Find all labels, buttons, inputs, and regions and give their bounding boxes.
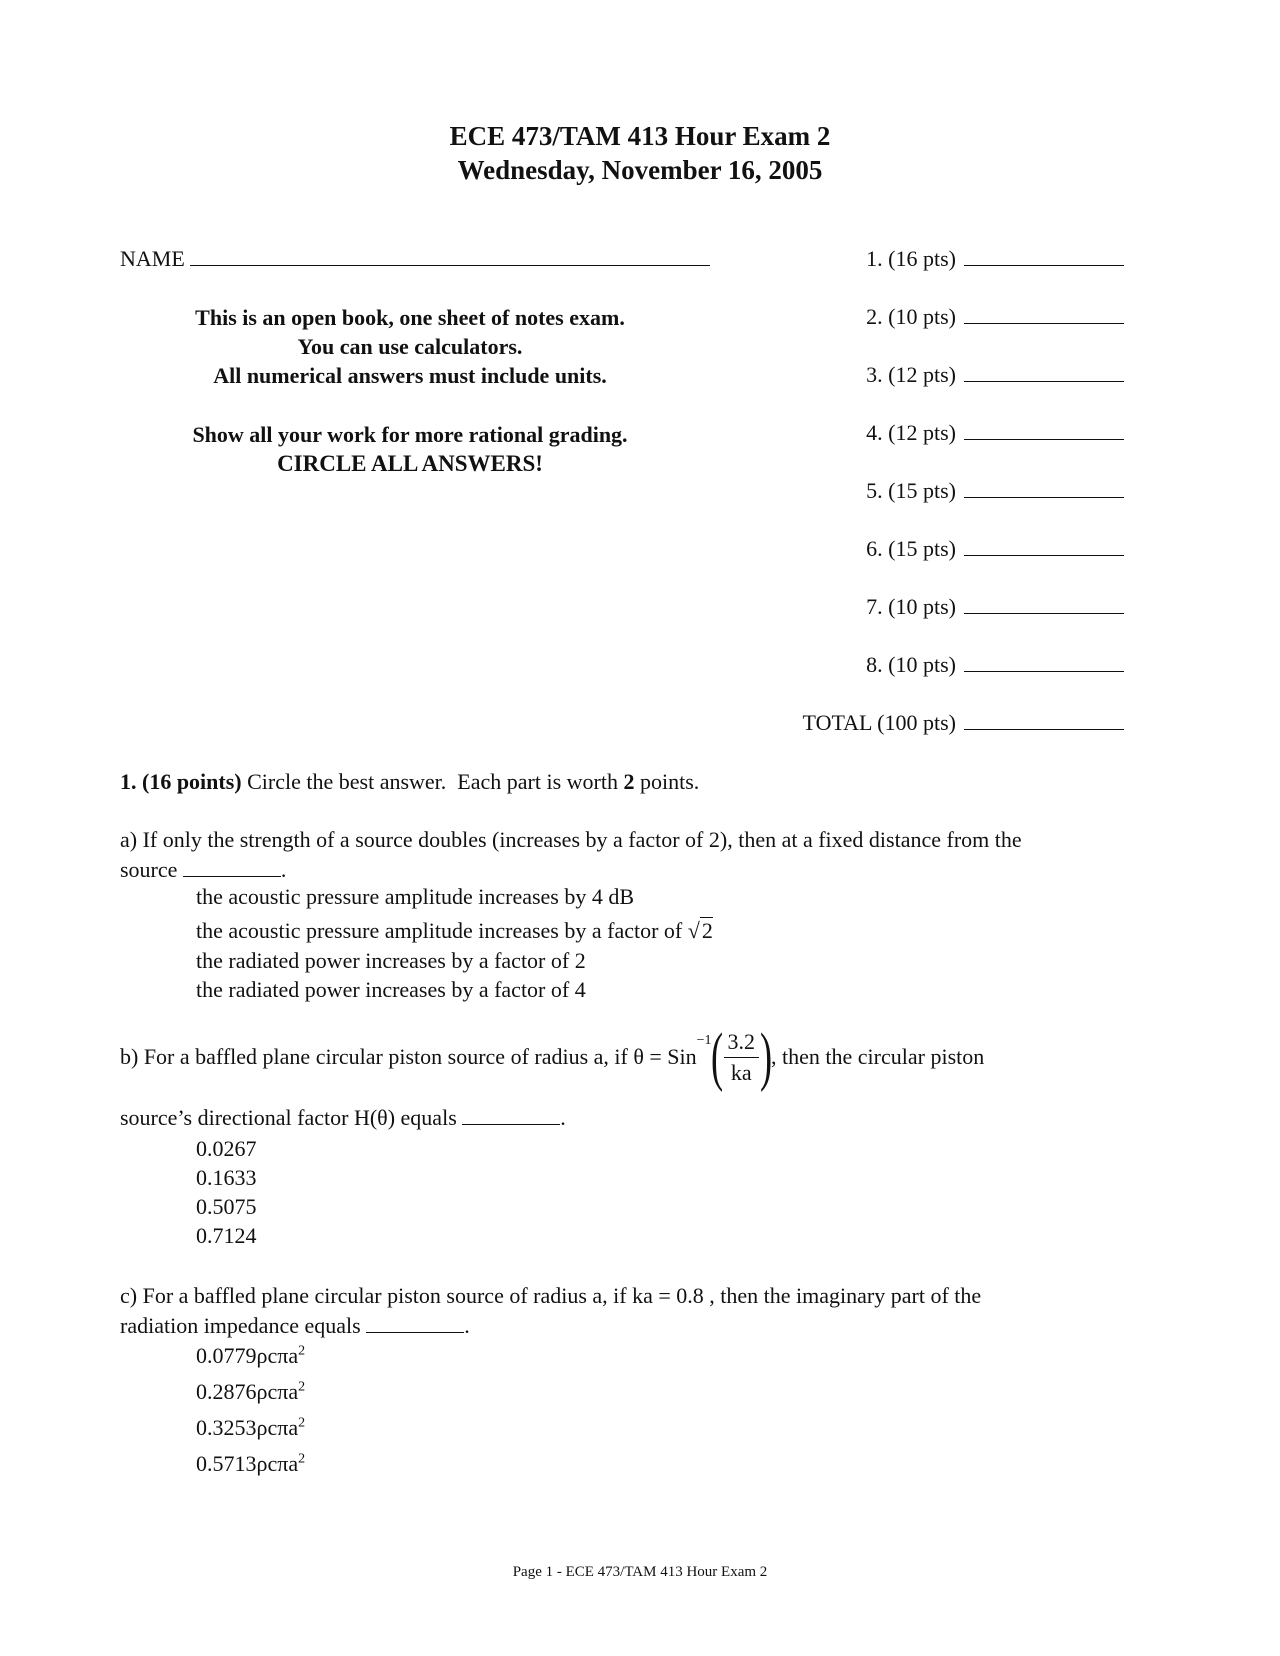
score-label: TOTAL (100 pts) [802, 710, 956, 735]
exam-title: ECE 473/TAM 413 Hour Exam 2 [449, 121, 831, 151]
option-1b-3[interactable]: 0.5075 [196, 1194, 257, 1219]
question-1c-text: c) For a baffled plane circular piston source of radius a, if ka = 0.8 , then the imaginary part of the [120, 1283, 982, 1308]
score-row-6 [866, 535, 1124, 562]
score-label: 8. (10 pts) [866, 652, 956, 677]
option-1c-4[interactable]: 0.5713ρcπa$^2$ [196, 1451, 306, 1476]
option-1a-4[interactable]: the radiated power increases by a factor of 4 [196, 977, 586, 1002]
score-field[interactable] [964, 651, 1124, 672]
score-field[interactable] [964, 245, 1124, 266]
score-row-4 [866, 419, 1124, 446]
score-label: 1. (16 pts) [866, 246, 956, 271]
score-field[interactable] [964, 709, 1124, 730]
option-1a-1[interactable]: the acoustic pressure amplitude increases by 4 dB [196, 884, 635, 909]
option-1b-4[interactable]: 0.7124 [196, 1223, 257, 1248]
score-label: 5. (15 pts) [866, 478, 956, 503]
answer-blank[interactable] [366, 1312, 464, 1333]
score-label: 6. (15 pts) [866, 536, 956, 561]
instruction-open-book: This is an open book, one sheet of notes exam. [195, 305, 625, 330]
option-1c-2[interactable]: 0.2876ρcπa$^2$ [196, 1379, 306, 1404]
instructions-block-1 [140, 303, 680, 390]
score-label: 3. (12 pts) [866, 362, 956, 387]
name-field[interactable] [190, 245, 710, 266]
name-row [120, 245, 710, 272]
score-field[interactable] [964, 303, 1124, 324]
exam-date: Wednesday, November 16, 2005 [457, 155, 823, 185]
option-1c-3[interactable]: 0.3253ρcπa$^2$ [196, 1415, 306, 1440]
page-footer: Page 1 - ECE 473/TAM 413 Hour Exam 2 [512, 1564, 768, 1580]
score-field[interactable] [964, 419, 1124, 440]
score-row-8 [866, 651, 1124, 678]
score-label: 2. (10 pts) [866, 304, 956, 329]
option-1a-3[interactable]: the radiated power increases by a factor of 2 [196, 948, 586, 973]
score-field[interactable] [964, 593, 1124, 614]
question-1b-text: b) For a baffled plane circular piston source of radius a, if θ = Sin$^{-1}$( $\frac{3.2}{ka}$ ), then the circular piston [120, 1020, 985, 1093]
score-row-3 [866, 361, 1124, 388]
option-1a-2[interactable]: the acoustic pressure amplitude increases by a factor of √2 [196, 918, 713, 943]
instruction-units: All numerical answers must include units. [213, 363, 607, 388]
score-label: 4. (12 pts) [866, 420, 956, 445]
score-row-7 [866, 593, 1124, 620]
score-row-2 [866, 303, 1124, 330]
answer-blank[interactable] [462, 1104, 560, 1125]
name-label: NAME [120, 246, 185, 271]
instructions-block-2 [140, 420, 680, 478]
question-1a-text: a) If only the strength of a source doubles (increases by a factor of 2), then at a fixed distance from the [120, 827, 1022, 852]
score-row-total [803, 709, 1124, 736]
score-row-5 [866, 477, 1124, 504]
instruction-show-work: Show all your work for more rational grading. [192, 422, 628, 447]
option-1b-2[interactable]: 0.1633 [196, 1165, 257, 1190]
question-1b-text-2: source’s directional factor H(θ) equals . [120, 1105, 566, 1130]
score-field[interactable] [964, 477, 1124, 498]
score-label: 7. (10 pts) [866, 594, 956, 619]
fraction-3-2-over-ka: $\frac{3.2}{ka}$ [724, 1027, 760, 1088]
answer-blank[interactable] [183, 856, 281, 877]
question-1-heading: 1. (16 points) Circle the best answer. Each part is worth 2 points. [120, 769, 700, 794]
score-field[interactable] [964, 535, 1124, 556]
sqrt-value: 2 [701, 918, 713, 943]
option-1b-1[interactable]: 0.0267 [196, 1136, 257, 1161]
question-1a-text-2: source . [120, 857, 287, 882]
question-1c-text-2: radiation impedance equals . [120, 1313, 470, 1338]
instruction-circle-answers: CIRCLE ALL ANSWERS! [277, 451, 543, 476]
score-field[interactable] [964, 361, 1124, 382]
score-row-1 [866, 245, 1124, 272]
option-1c-1[interactable]: 0.0779ρcπa$^2$ [196, 1343, 306, 1368]
instruction-calculators: You can use calculators. [297, 334, 523, 359]
